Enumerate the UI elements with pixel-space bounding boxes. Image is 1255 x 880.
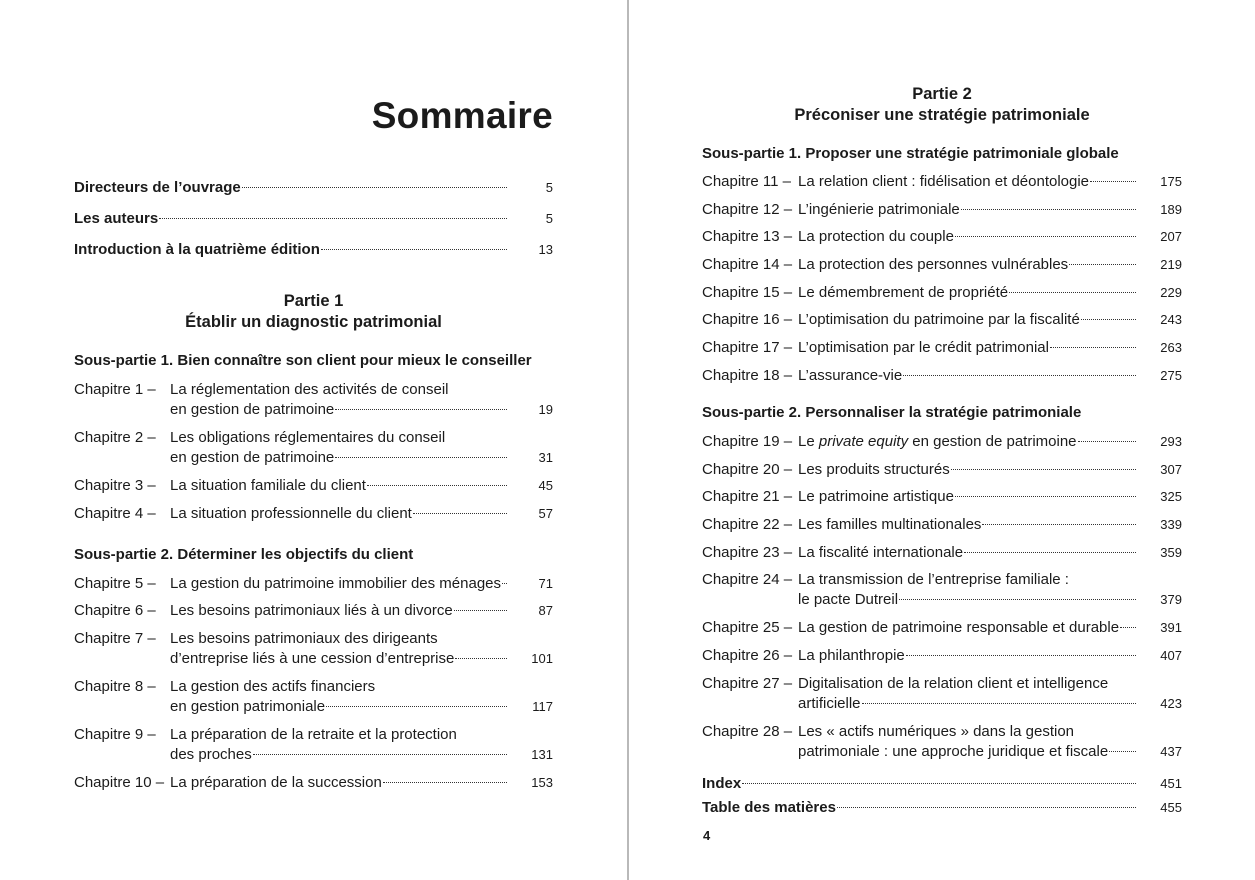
toc-chapter-title: La gestion de patrimoine responsable et durable	[798, 619, 1120, 636]
toc-chapter-number: Chapitre 26 –	[702, 647, 793, 664]
folio: 4	[703, 828, 711, 843]
toc-chapter-entry[interactable]	[702, 515, 1182, 535]
toc-page-number: 117	[532, 699, 553, 714]
toc-chapter-number: Chapitre 28 –	[702, 723, 793, 740]
toc-chapter-title-cont: en gestion de patrimoine	[170, 449, 335, 466]
toc-front-introduction[interactable]	[74, 240, 553, 260]
toc-chapter-title: La relation client : fidélisation et déontologie	[798, 173, 1090, 190]
toc-chapter-number: Chapitre 19 –	[702, 433, 793, 450]
toc-chapter-number: Chapitre 27 –	[702, 675, 793, 692]
toc-chapter-title: Le patrimoine artistique	[798, 488, 954, 505]
toc-page-number: 13	[538, 242, 553, 257]
toc-chapter-number: Chapitre 1 –	[74, 381, 156, 398]
toc-entry-label: Introduction à la quatrième édition	[74, 241, 320, 258]
toc-chapter-title: Les besoins patrimoniaux liés à un divorce	[170, 602, 453, 619]
toc-page-number: 175	[1160, 174, 1182, 189]
toc-page-number: 379	[1160, 592, 1182, 607]
toc-chapter-number: Chapitre 15 –	[702, 284, 793, 301]
toc-chapter-entry[interactable]	[74, 504, 553, 524]
toc-chapter-number: Chapitre 9 –	[74, 726, 156, 743]
toc-page-number: 219	[1160, 257, 1182, 272]
toc-chapter-number: Chapitre 21 –	[702, 488, 793, 505]
toc-page-number: 19	[538, 402, 553, 417]
toc-chapter-number: Chapitre 22 –	[702, 516, 793, 533]
toc-page-number: 437	[1160, 744, 1182, 759]
toc-chapter-entry[interactable]	[74, 428, 553, 468]
toc-chapter-entry[interactable]	[702, 646, 1182, 666]
toc-page-number: 263	[1160, 340, 1182, 355]
toc-chapter-number: Chapitre 25 –	[702, 619, 793, 636]
toc-chapter-number: Chapitre 20 –	[702, 461, 793, 478]
toc-page-number: 307	[1160, 462, 1182, 477]
toc-chapter-number: Chapitre 17 –	[702, 339, 793, 356]
page-title: Sommaire	[371, 95, 553, 136]
toc-chapter-title: L’ingénierie patrimoniale	[798, 201, 960, 218]
toc-chapter-entry[interactable]	[702, 200, 1182, 220]
toc-front-auteurs[interactable]	[74, 209, 553, 229]
subpart-heading: Sous-partie 2. Déterminer les objectifs du client	[74, 546, 414, 563]
toc-chapter-entry[interactable]	[74, 601, 553, 621]
toc-entry-label: Table des matières	[702, 799, 836, 816]
part-1-heading	[74, 291, 553, 333]
toc-page-number: 229	[1160, 285, 1182, 300]
toc-chapter-entry[interactable]	[702, 543, 1182, 563]
toc-chapter-title: La situation professionnelle du client	[170, 505, 412, 522]
toc-chapter-title: Le démembrement de propriété	[798, 284, 1009, 301]
toc-chapter-title: L’assurance-vie	[798, 367, 903, 384]
toc-page-number: 207	[1160, 229, 1182, 244]
toc-chapter-title-cont: des proches	[170, 746, 252, 763]
toc-chapter-number: Chapitre 6 –	[74, 602, 156, 619]
toc-chapter-title: Digitalisation de la relation client et intelligence	[798, 675, 1109, 692]
toc-page-number: 189	[1160, 202, 1182, 217]
toc-chapter-entry[interactable]	[74, 574, 553, 594]
toc-chapter-entry[interactable]	[74, 677, 553, 717]
toc-chapter-entry[interactable]	[702, 460, 1182, 480]
toc-back-table-matieres[interactable]	[702, 798, 1182, 818]
toc-chapter-title: La préparation de la succession	[170, 774, 382, 791]
toc-chapter-number: Chapitre 7 –	[74, 630, 156, 647]
toc-page-number: 451	[1160, 776, 1182, 791]
toc-chapter-title: L’optimisation du patrimoine par la fiscalité	[798, 311, 1080, 328]
toc-chapter-title: Les familles multinationales	[798, 516, 982, 533]
toc-front-directeurs[interactable]	[74, 178, 553, 198]
toc-chapter-title: La réglementation des activités de conseil	[170, 381, 449, 398]
toc-chapter-title: L’optimisation par le crédit patrimonial	[798, 339, 1049, 356]
toc-page-number: 45	[538, 478, 553, 493]
toc-chapter-entry[interactable]	[74, 380, 553, 420]
toc-chapter-title-cont: d’entreprise liés à une cession d’entreprise	[170, 650, 455, 667]
toc-chapter-entry[interactable]	[702, 722, 1182, 762]
toc-chapter-entry[interactable]	[702, 310, 1182, 330]
toc-chapter-title: La gestion des actifs financiers	[170, 678, 376, 695]
toc-page-number: 407	[1160, 648, 1182, 663]
toc-chapter-title: Les « actifs numériques » dans la gestion	[798, 723, 1074, 740]
toc-chapter-number: Chapitre 13 –	[702, 228, 793, 245]
toc-chapter-number: Chapitre 5 –	[74, 575, 156, 592]
toc-chapter-entry[interactable]	[702, 227, 1182, 247]
toc-page-number: 87	[538, 603, 553, 618]
toc-page-number: 275	[1160, 368, 1182, 383]
toc-chapter-title-cont: patrimoniale : une approche juridique et fiscale	[798, 743, 1109, 760]
toc-chapter-entry[interactable]	[702, 570, 1182, 610]
toc-chapter-title: La préparation de la retraite et la protection	[170, 726, 457, 743]
toc-chapter-number: Chapitre 12 –	[702, 201, 793, 218]
toc-chapter-title: La transmission de l’entreprise familiale :	[798, 571, 1069, 588]
toc-page-number: 31	[538, 450, 553, 465]
toc-chapter-number: Chapitre 3 –	[74, 477, 156, 494]
toc-chapter-number: Chapitre 23 –	[702, 544, 793, 561]
part-title: Préconiser une stratégie patrimoniale	[794, 106, 1090, 124]
toc-page-number: 293	[1160, 434, 1182, 449]
page-gutter	[627, 0, 629, 880]
toc-chapter-title-cont: en gestion patrimoniale	[170, 698, 326, 715]
toc-chapter-title-cont: artificielle	[798, 695, 861, 712]
toc-page-number: 5	[545, 180, 553, 195]
toc-chapter-number: Chapitre 11 –	[702, 173, 791, 190]
toc-chapter-entry[interactable]	[702, 172, 1182, 192]
toc-chapter-title: La gestion du patrimoine immobilier des ménages	[170, 575, 502, 592]
toc-chapter-entry[interactable]	[702, 674, 1182, 714]
toc-page-number: 131	[531, 747, 553, 762]
toc-chapter-entry[interactable]	[702, 618, 1182, 638]
toc-chapter-number: Chapitre 16 –	[702, 311, 793, 328]
toc-page-number: 153	[531, 775, 553, 790]
toc-entry-label: Index	[702, 775, 742, 792]
toc-chapter-entry[interactable]	[702, 432, 1182, 452]
part-title: Établir un diagnostic patrimonial	[185, 313, 442, 331]
toc-chapter-title: La protection des personnes vulnérables	[798, 256, 1069, 273]
toc-page-number: 243	[1160, 312, 1182, 327]
toc-page-number: 359	[1160, 545, 1182, 560]
toc-chapter-number: Chapitre 10 –	[74, 774, 165, 791]
toc-page-number: 423	[1160, 696, 1182, 711]
toc-chapter-title-cont: le pacte Dutreil	[798, 591, 899, 608]
toc-chapter-title: Les besoins patrimoniaux des dirigeants	[170, 630, 438, 647]
toc-chapter-title: Les obligations réglementaires du conseil	[170, 429, 446, 446]
toc-chapter-entry[interactable]	[702, 366, 1182, 386]
toc-page-number: 71	[538, 576, 553, 591]
toc-chapter-title: La situation familiale du client	[170, 477, 366, 494]
toc-chapter-number: Chapitre 18 –	[702, 367, 793, 384]
toc-page-number: 325	[1160, 489, 1182, 504]
toc-chapter-title: La fiscalité internationale	[798, 544, 964, 561]
toc-chapter-number: Chapitre 14 –	[702, 256, 793, 273]
toc-chapter-entry[interactable]	[74, 629, 553, 669]
toc-chapter-title: Le private equity en gestion de patrimoine	[798, 433, 1077, 450]
toc-entry-label: Les auteurs	[74, 210, 159, 227]
toc-page-number: 101	[531, 651, 553, 666]
toc-entry-label: Directeurs de l’ouvrage	[74, 179, 241, 196]
toc-chapter-title: Les produits structurés	[798, 461, 950, 478]
toc-chapter-number: Chapitre 24 –	[702, 571, 793, 588]
toc-chapter-number: Chapitre 4 –	[74, 505, 156, 522]
toc-chapter-entry[interactable]	[74, 476, 553, 496]
toc-chapter-entry[interactable]	[702, 338, 1182, 358]
toc-page-number: 57	[538, 506, 553, 521]
toc-chapter-number: Chapitre 8 –	[74, 678, 156, 695]
toc-chapter-title: La protection du couple	[798, 228, 954, 245]
toc-chapter-entry[interactable]	[74, 773, 553, 793]
toc-chapter-number: Chapitre 2 –	[74, 429, 156, 446]
toc-chapter-entry[interactable]	[702, 487, 1182, 507]
left-page	[0, 0, 627, 880]
toc-chapter-entry[interactable]	[702, 283, 1182, 303]
toc-chapter-title: La philanthropie	[798, 647, 905, 664]
subpart-heading: Sous-partie 1. Bien connaître son client pour mieux le conseiller	[74, 352, 532, 369]
subpart-heading: Sous-partie 1. Proposer une stratégie patrimoniale globale	[702, 145, 1119, 162]
toc-page-number: 339	[1160, 517, 1182, 532]
toc-page-number: 455	[1160, 800, 1182, 815]
right-page	[630, 0, 1255, 880]
toc-page-number: 391	[1160, 620, 1182, 635]
toc-chapter-title-cont: en gestion de patrimoine	[170, 401, 335, 418]
subpart-heading: Sous-partie 2. Personnaliser la stratégie patrimoniale	[702, 404, 1082, 421]
part-2-heading	[702, 84, 1182, 126]
part-number: Partie 1	[283, 292, 344, 310]
toc-chapter-entry[interactable]	[702, 255, 1182, 275]
toc-chapter-entry[interactable]	[74, 725, 553, 765]
toc-page-number: 5	[545, 211, 553, 226]
toc-back-index[interactable]	[702, 774, 1182, 794]
part-number: Partie 2	[912, 85, 972, 103]
